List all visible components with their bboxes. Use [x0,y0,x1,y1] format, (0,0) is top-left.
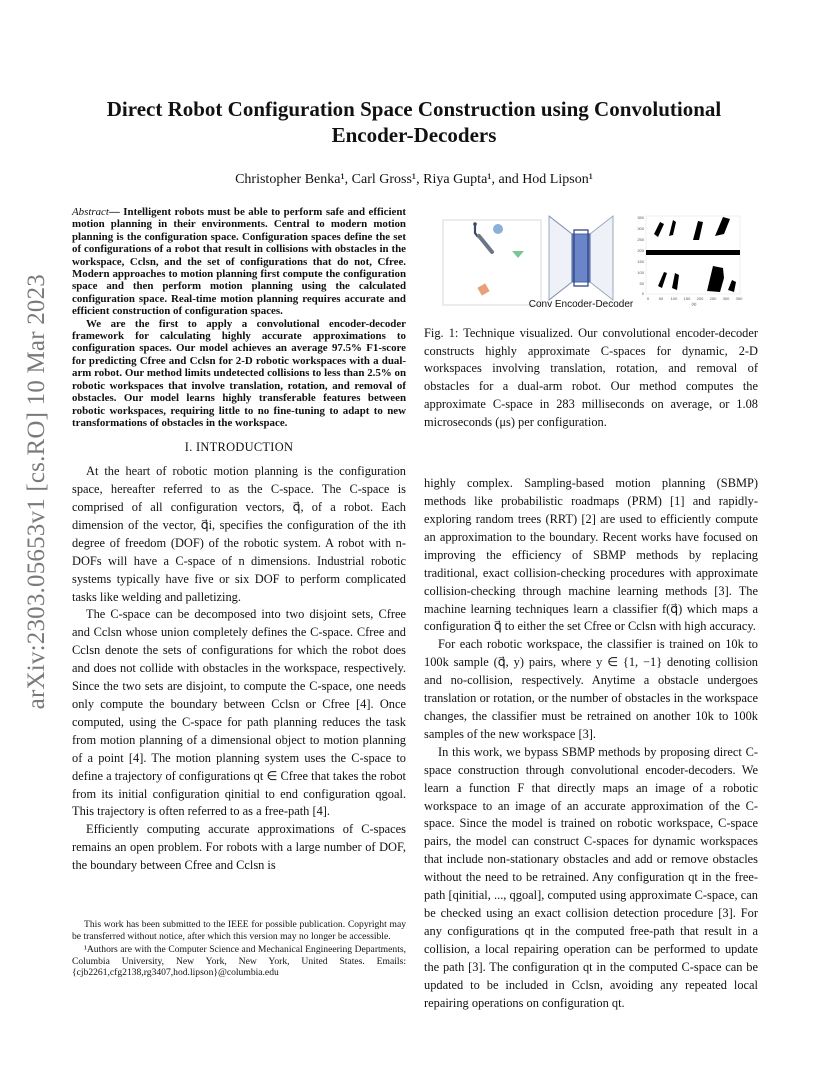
x-axis-tag: (q) [691,301,697,306]
figure-label: Conv Encoder-Decoder [528,299,634,310]
y-tick: 0 [641,291,644,296]
y-tick: 150 [637,259,644,264]
x-tick: 0 [646,296,650,301]
x-tick: 250 [709,296,717,301]
x-tick: 350 [735,296,743,301]
right-body [424,475,758,1012]
x-tick: 200 [696,296,704,301]
cspace-plot [637,215,743,306]
right-paragraph-2: For each robotic workspace, the classifier is trained on 10k to 100k sample (q⃗, y) pairs, where y ∈ {1, −1} denoting collision and no-collision, respectively. Anytime a obstacle undergoes translation or rotation, or the number of obstacles in the workspace changes, the classifier must be retrained on another 10k to 100k samples of the new workspace [3]. [424,637,758,741]
x-tick: 100 [670,296,678,301]
abstract-text-1: — Intelligent robots must be able to perform safe and efficient motion planning in their environments. Central to modern motion planning is the configuration space. Configuration spaces define the set of configurations of a robot that result in collisions with obstacles in the workspace, Cclsn, and the set of configurations that do not, Cfree. Modern approaches to motion planning first compute the configuration space and then perform motion planning using the calculated configuration space. Real-time motion planning requires accurate and efficient construction of configuration spaces. [72,206,406,318]
y-tick: 300 [637,226,644,231]
x-tick: 300 [722,296,730,301]
right-column [424,206,758,1012]
workspace-panel [443,220,541,305]
y-tick: 100 [637,270,644,275]
right-paragraph-1: highly complex. Sampling-based motion planning (SBMP) methods like probabilistic roadmaps (PRM) [1] and rapidly-exploring random trees (RRT) [2] are used to efficiently compute an approximation to the boundary. Recent works have focused on improving the efficiency of SBMP methods by replacing traditional, exact collision-checking procedures with approximate collision-checking through machine learning methods [3]. The machine learning techniques learn a classifier f(q⃗) which maps a configuration q⃗ to either the set Cfree or Cclsn with high accuracy. [424,476,758,634]
encoder-decoder-icon [549,216,613,300]
intro-paragraph-3: Efficiently computing accurate approximations of C-spaces remains an open problem. For robots with a large number of DOF, the boundary between Cfree and Cclsn is [72,822,406,873]
section-heading-introduction: I. INTRODUCTION [184,440,294,455]
figure-1 [424,206,758,311]
abstract-paragraph-2: We are the first to apply a convolutional encoder-decoder framework for calculating highly accurate approximations to configuration spaces. Our model achieves an average 97.5% F1-score for predicting Cfree and Cclsn for 2-D robotic workspaces with a dual-arm robot. Our method limits undetected collisions to less than 2.5% on robotic workspaces that involve translation, rotation, and removal of obstacles. Our model learns highly transferable features between robotic workspaces, requiring little to no fine-tuning to adapt to new transformations of obstacles in the workspace. [72,317,406,429]
footnotes [72,919,406,979]
y-tick: 50 [639,281,644,286]
paper-title: Direct Robot Configuration Space Construction using Convolutional Encoder-Decoders [106,97,722,147]
intro-paragraph-2: The C-space can be decomposed into two disjoint sets, Cfree and Cclsn whose union completely defines the C-space. Cfree and Cclsn denote the sets of configurations for which the robot does and does not collide with obstacles in the workspace, respectively. Since the two sets are disjoint, to compute the C-space, one needs only compute the boundary between Cclsn or Cfree [4]. Once computed, using the C-space for path planning reduces the task from motion planning of a dimensional object to motion planning of a point [4]. The motion planning system uses the C-space to define a trajectory of configurations qt ∈ Cfree that takes the robot from its initial configuration qinitial to end configuration qgoal. This trajectory is often referred to as a free-path [4]. [72,607,406,819]
intro-paragraph-1: At the heart of robotic motion planning is the configuration space, hereafter referred to as the C-space. The C-space is comprised of all configuration vectors, q⃗, of a robot. Each dimension of the vector, q⃗i, specifies the configuration of the ith degree of freedom (DOF) of the robotic system. A robot with n-DOFs will have a C-space of n dimensions. Industrial robotic systems typically have five or six DOF to perform complicated tasks like welding and palletizing. [72,464,406,604]
figure-1-caption: Fig. 1: Technique visualized. Our convolutional encoder-decoder constructs highly approximate C-spaces for dynamic, 2-D workspaces involving translation, rotation, and removal of obstacles for a dual-arm robot. Our method computes the approximate C-space in 283 milliseconds on average, or 1.08 microseconds (μs) per configuration. [424,326,758,429]
author-line: Christopher Benka¹, Carl Gross¹, Riya Gupta¹, and Hod Lipson¹ [235,172,593,187]
arxiv-stamp-text: arXiv:2303.05653v1 [cs.RO] 10 Mar 2023 [23,274,50,710]
y-tick: 200 [637,248,644,253]
circle-obstacle-icon [493,224,503,234]
footnote-affiliation: ¹Authors are with the Computer Science and Mechanical Engineering Departments, Columbia University, New York, New York, United States. Emails: {cjb2261,cfg2138,rg3407,hod.lipson}@columbia.edu [72,944,406,979]
right-paragraph-3: In this work, we bypass SBMP methods by proposing direct C-space construction through convolutional encoder-decoders. We learn a function F that directly maps an image of a robotic workspace to an image of an accurate approximation of the C-space. Since the model is trained on robotic workspace, C-space pairs, the model can construct C-spaces for dynamic workspaces that include non-stationary obstacles and add or remove obstacles without the need to be retrained. Any configuration qt in the free-path [qinitial, ..., qgoal], computed using approximate C-space, can be checked using an exact collision detection procedure [3]. For any configurations qt in the computed free-path that result in a collision, a local repairing operation can be performed to update the path [3]. The configuration qt in the computed C-space can be updated to be included in Cclsn, avoiding any repeated local repairing operations on configuration qt. [424,744,758,1010]
x-tick: 50 [658,296,664,301]
figure-1-graphic [424,206,758,311]
arxiv-stamp [22,274,52,710]
left-column [72,206,406,875]
abstract-label: Abstract [72,206,109,218]
y-tick: 250 [637,237,644,242]
x-tick: 150 [683,296,691,301]
footnote-copyright: This work has been submitted to the IEEE for possible publication. Copyright may be transferred without notice, after which this version may no longer be accessible. [72,919,406,942]
y-tick: 350 [637,215,644,220]
abstract-paragraph-1 [72,206,406,318]
